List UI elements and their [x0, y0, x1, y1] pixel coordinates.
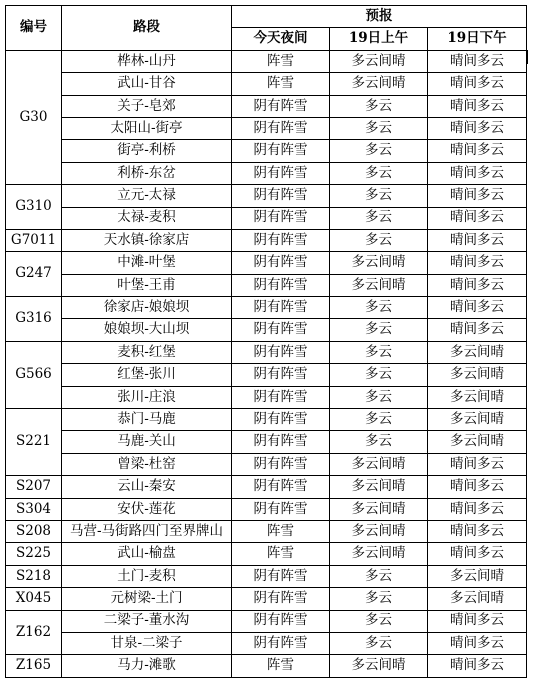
- route-code: X045: [6, 588, 62, 610]
- forecast-tonight: 阵雪: [232, 50, 330, 72]
- table-row: [6, 543, 527, 565]
- forecast-tonight: 阴有阵雪: [232, 274, 330, 296]
- forecast-19-am: 多云间晴: [330, 274, 428, 296]
- table-row: [6, 520, 527, 542]
- forecast-tonight: 阴有阵雪: [232, 409, 330, 431]
- route-code: G310: [6, 185, 62, 230]
- forecast-19-am: 多云间晴: [330, 252, 428, 274]
- forecast-19-am: 多云: [330, 341, 428, 363]
- forecast-19-pm: 多云间晴: [428, 386, 527, 408]
- forecast-19-pm: 多云间晴: [428, 364, 527, 386]
- forecast-tonight: 阴有阵雪: [232, 476, 330, 498]
- forecast-tonight: 阴有阵雪: [232, 95, 330, 117]
- forecast-19-pm: 晴间多云: [428, 543, 527, 565]
- road-section: 立元-太禄: [62, 185, 232, 207]
- header-code: 编号: [6, 6, 62, 51]
- route-code: S304: [6, 498, 62, 520]
- table-row: [6, 207, 527, 229]
- table-row: [6, 252, 527, 274]
- forecast-tonight: 阴有阵雪: [232, 229, 330, 251]
- road-section: 云山-秦安: [62, 476, 232, 498]
- forecast-19-am: 多云: [330, 632, 428, 654]
- header-row-1: [6, 6, 527, 28]
- forecast-19-pm: 晴间多云: [428, 274, 527, 296]
- road-section: 街亭-利桥: [62, 140, 232, 162]
- forecast-tonight: 阴有阵雪: [232, 588, 330, 610]
- route-code: G7011: [6, 229, 62, 251]
- forecast-tonight: 阴有阵雪: [232, 453, 330, 475]
- table-row: [6, 73, 527, 95]
- forecast-19-pm: 晴间多云: [428, 498, 527, 520]
- table-row: [6, 498, 527, 520]
- route-code: G30: [6, 50, 62, 184]
- road-section: 关子-皂郊: [62, 95, 232, 117]
- header-am19: 19日上午: [330, 28, 428, 50]
- header-forecast: 预报: [232, 6, 527, 28]
- forecast-tonight: 阴有阵雪: [232, 341, 330, 363]
- table-row: [6, 476, 527, 498]
- forecast-19-pm: 晴间多云: [428, 252, 527, 274]
- forecast-19-am: 多云: [330, 610, 428, 632]
- forecast-19-am: 多云间晴: [330, 453, 428, 475]
- forecast-tonight: 阵雪: [232, 655, 330, 677]
- road-section: 麦积-红堡: [62, 341, 232, 363]
- table-row: [6, 655, 527, 677]
- header-pm19: 19日下午: [428, 28, 527, 50]
- road-section: 土门-麦积: [62, 565, 232, 587]
- forecast-19-pm: 多云间晴: [428, 588, 527, 610]
- forecast-19-pm: 晴间多云: [428, 95, 527, 117]
- road-section: 恭门-马鹿: [62, 409, 232, 431]
- table-row: [6, 341, 527, 363]
- road-section: 武山-甘谷: [62, 73, 232, 95]
- table-row: [6, 95, 527, 117]
- header-section: 路段: [62, 6, 232, 51]
- forecast-tonight: 阴有阵雪: [232, 565, 330, 587]
- forecast-19-pm: 晴间多云: [428, 185, 527, 207]
- forecast-19-am: 多云: [330, 140, 428, 162]
- forecast-tonight: 阴有阵雪: [232, 632, 330, 654]
- forecast-19-pm: 晴间多云: [428, 207, 527, 229]
- forecast-19-am: 多云: [330, 229, 428, 251]
- road-section: 甘泉-二梁子: [62, 632, 232, 654]
- road-section: 娘娘坝-大山坝: [62, 319, 232, 341]
- forecast-19-am: 多云间晴: [330, 543, 428, 565]
- forecast-19-pm: 晴间多云: [428, 162, 527, 184]
- forecast-19-pm: 晴间多云: [428, 610, 527, 632]
- road-section: 元树梁-土门: [62, 588, 232, 610]
- road-section: 太禄-麦积: [62, 207, 232, 229]
- forecast-19-am: 多云: [330, 364, 428, 386]
- road-section: 天水镇-徐家店: [62, 229, 232, 251]
- forecast-tonight: 阴有阵雪: [232, 498, 330, 520]
- forecast-19-pm: 晴间多云: [428, 297, 527, 319]
- table-row: [6, 319, 527, 341]
- weather-forecast-table: [5, 5, 527, 678]
- road-section: 徐家店-娘娘坝: [62, 297, 232, 319]
- road-section: 安伏-莲花: [62, 498, 232, 520]
- forecast-19-am: 多云: [330, 95, 428, 117]
- header-tonight: 今天夜间: [232, 28, 330, 50]
- road-section: 中滩-叶堡: [62, 252, 232, 274]
- forecast-19-am: 多云: [330, 319, 428, 341]
- forecast-tonight: 阴有阵雪: [232, 364, 330, 386]
- route-code: S225: [6, 543, 62, 565]
- forecast-19-pm: 晴间多云: [428, 319, 527, 341]
- forecast-19-pm: 晴间多云: [428, 655, 527, 677]
- forecast-19-am: 多云: [330, 117, 428, 139]
- table-row: [6, 364, 527, 386]
- forecast-19-am: 多云间晴: [330, 73, 428, 95]
- forecast-19-pm: 多云间晴: [428, 565, 527, 587]
- forecast-tonight: 阴有阵雪: [232, 117, 330, 139]
- forecast-tonight: 阴有阵雪: [232, 162, 330, 184]
- route-code: S208: [6, 520, 62, 542]
- forecast-19-am: 多云: [330, 409, 428, 431]
- forecast-tonight: 阴有阵雪: [232, 386, 330, 408]
- forecast-19-pm: 晴间多云: [428, 117, 527, 139]
- table-row: [6, 140, 527, 162]
- forecast-19-am: 多云间晴: [330, 50, 428, 72]
- route-code: Z165: [6, 655, 62, 677]
- forecast-19-pm: 晴间多云: [428, 140, 527, 162]
- table-row: [6, 588, 527, 610]
- road-section: 叶堡-王甫: [62, 274, 232, 296]
- table-body: [6, 50, 527, 677]
- forecast-19-pm: 晴间多云: [428, 73, 527, 95]
- route-code: G316: [6, 297, 62, 342]
- route-code: G566: [6, 341, 62, 408]
- table-row: [6, 565, 527, 587]
- road-section: 太阳山-街亭: [62, 117, 232, 139]
- table-row: [6, 409, 527, 431]
- forecast-tonight: 阴有阵雪: [232, 297, 330, 319]
- forecast-19-am: 多云: [330, 588, 428, 610]
- route-code: S218: [6, 565, 62, 587]
- forecast-tonight: 阴有阵雪: [232, 185, 330, 207]
- road-section: 张川-庄浪: [62, 386, 232, 408]
- table-row: [6, 431, 527, 453]
- route-code: S207: [6, 476, 62, 498]
- table-row: [6, 632, 527, 654]
- forecast-tonight: 阴有阵雪: [232, 207, 330, 229]
- table-row: [6, 50, 527, 72]
- table-row: [6, 117, 527, 139]
- table-row: [6, 185, 527, 207]
- forecast-19-am: 多云: [330, 162, 428, 184]
- forecast-tonight: 阴有阵雪: [232, 431, 330, 453]
- route-code: Z162: [6, 610, 62, 655]
- forecast-19-pm: 晴间多云: [428, 476, 527, 498]
- forecast-tonight: 阵雪: [232, 543, 330, 565]
- forecast-tonight: 阴有阵雪: [232, 319, 330, 341]
- forecast-19-am: 多云间晴: [330, 520, 428, 542]
- road-section: 曾梁-杜窑: [62, 453, 232, 475]
- table-row: [6, 610, 527, 632]
- forecast-19-pm: 晴间多云: [428, 50, 527, 72]
- road-section: 马力-滩歌: [62, 655, 232, 677]
- road-section: 红堡-张川: [62, 364, 232, 386]
- road-section: 武山-榆盘: [62, 543, 232, 565]
- road-section: 桦林-山丹: [62, 50, 232, 72]
- forecast-19-pm: 晴间多云: [428, 229, 527, 251]
- table-row: [6, 297, 527, 319]
- forecast-19-am: 多云: [330, 386, 428, 408]
- forecast-19-pm: 多云间晴: [428, 409, 527, 431]
- route-code: S221: [6, 409, 62, 476]
- table-row: [6, 453, 527, 475]
- forecast-tonight: 阴有阵雪: [232, 140, 330, 162]
- table-row: [6, 386, 527, 408]
- forecast-tonight: 阴有阵雪: [232, 610, 330, 632]
- forecast-19-am: 多云间晴: [330, 655, 428, 677]
- forecast-19-pm: 多云间晴: [428, 431, 527, 453]
- forecast-19-am: 多云: [330, 297, 428, 319]
- forecast-19-pm: 晴间多云: [428, 520, 527, 542]
- forecast-tonight: 阴有阵雪: [232, 252, 330, 274]
- road-section: 马营-马街路四门至界牌山: [62, 520, 232, 542]
- forecast-19-am: 多云: [330, 565, 428, 587]
- forecast-19-am: 多云间晴: [330, 498, 428, 520]
- forecast-19-pm: 晴间多云: [428, 632, 527, 654]
- forecast-19-am: 多云: [330, 207, 428, 229]
- forecast-19-pm: 晴间多云: [428, 453, 527, 475]
- forecast-19-am: 多云: [330, 431, 428, 453]
- text-cursor: [527, 50, 528, 64]
- forecast-19-am: 多云间晴: [330, 476, 428, 498]
- forecast-tonight: 阵雪: [232, 520, 330, 542]
- road-section: 马鹿-关山: [62, 431, 232, 453]
- table-row: [6, 229, 527, 251]
- table-row: [6, 162, 527, 184]
- forecast-19-pm: 多云间晴: [428, 341, 527, 363]
- road-section: 利桥-东岔: [62, 162, 232, 184]
- road-section: 二梁子-董水沟: [62, 610, 232, 632]
- table-row: [6, 274, 527, 296]
- forecast-tonight: 阵雪: [232, 73, 330, 95]
- route-code: G247: [6, 252, 62, 297]
- forecast-19-am: 多云: [330, 185, 428, 207]
